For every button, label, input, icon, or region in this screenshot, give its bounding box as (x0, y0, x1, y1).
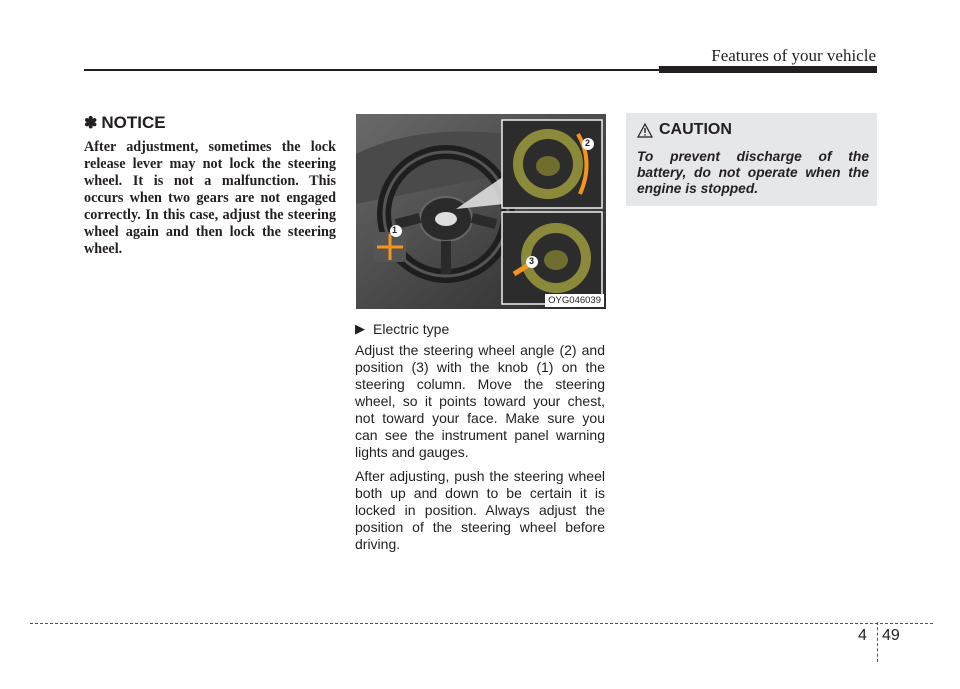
caution-heading (637, 121, 732, 139)
notice-heading (84, 113, 336, 133)
triangle-bullet-icon: ▶ (355, 321, 365, 336)
caution-title: CAUTION (659, 121, 732, 138)
section-title: Features of your vehicle (711, 46, 876, 65)
callout-1: 1 (392, 225, 398, 235)
notice-title: NOTICE (101, 113, 166, 132)
page-number: 49 (882, 627, 900, 644)
steering-wheel-illustration (356, 114, 606, 309)
notice-body: After adjustment, sometimes the lock release lever may not lock the steering wheel. It is not a malfunction. This occurs when two gears are not engaged correctly. In this case, adjust the steering wheel again and then lock the steering wheel. (84, 139, 336, 257)
steering-wheel-figure (356, 114, 606, 309)
header-rule (84, 69, 659, 71)
electric-type-section (355, 321, 605, 560)
header-rule-accent (659, 66, 877, 73)
chapter-number: 4 (858, 627, 867, 644)
electric-type-heading (355, 321, 605, 337)
footer-divider (877, 622, 878, 662)
footer-rule (30, 623, 933, 624)
callout-2: 2 (585, 138, 591, 148)
notice-box (84, 113, 336, 258)
electric-type-title: Electric type (373, 321, 450, 337)
caution-box (626, 113, 877, 206)
electric-type-paragraph-2: After adjusting, push the steering wheel both up and down to be certain it is locked in position. Always adjust the position of the steering wheel before driving. (355, 468, 605, 552)
callout-3: 3 (529, 256, 535, 266)
warning-triangle-icon (637, 123, 653, 138)
notice-mark-icon: ✽ (84, 115, 98, 132)
figure-code: OYG046039 (545, 294, 604, 307)
electric-type-paragraph-1: Adjust the steering wheel angle (2) and position (3) with the knob (1) on the steering column. Move the steering wheel, so it points toward your chest, not toward your face. Make sure you can see the instrument panel warning lights and gauges. (355, 342, 605, 460)
caution-body: To prevent discharge of the battery, do not operate when the engine is stopped. (637, 149, 869, 196)
